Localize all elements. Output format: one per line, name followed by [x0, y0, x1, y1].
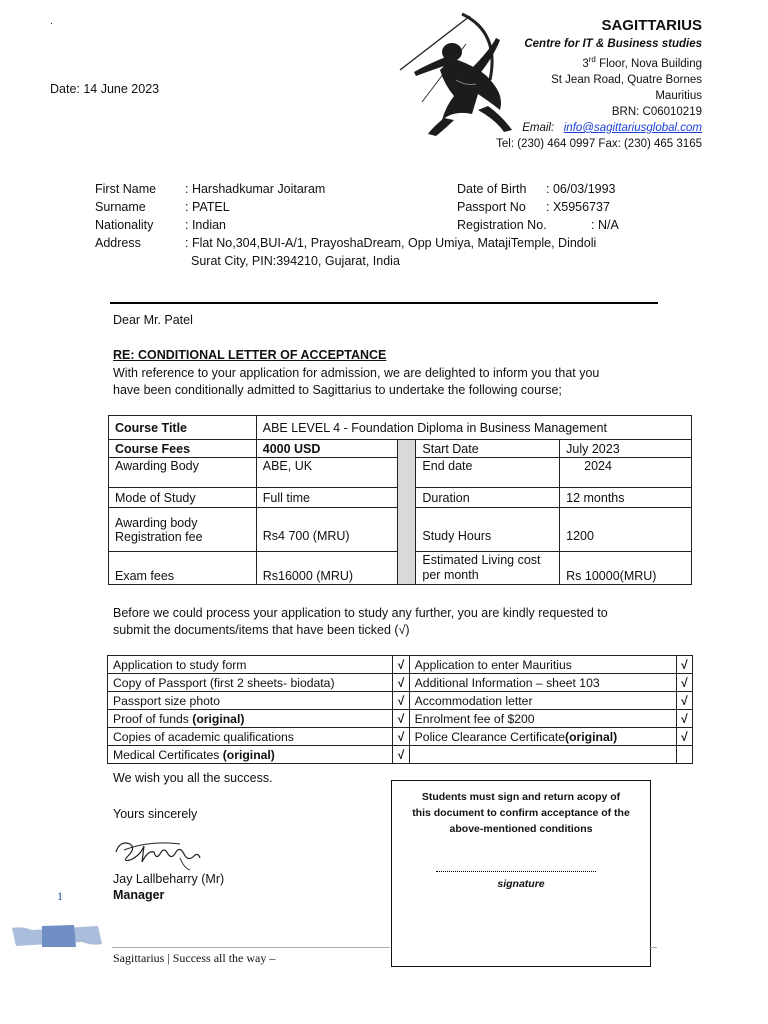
exam-fees-value: Rs16000 (MRU)	[256, 552, 398, 585]
document-item-empty	[409, 746, 676, 764]
start-date-label: Start Date	[416, 440, 560, 458]
footer-text: Sagittarius | Success all the way –	[113, 951, 276, 965]
organization-header	[496, 16, 702, 152]
dob-value: : 06/03/1993	[546, 182, 616, 196]
documents-request-text: Before we could process your application to study any further, you are kindly requested to submit the documents/items that have been ticked (√)	[113, 606, 608, 637]
document-item: Passport size photo	[108, 692, 393, 710]
tick-cell-empty	[676, 746, 692, 764]
email-label: Email:	[522, 121, 555, 134]
tick-icon: √	[676, 710, 692, 728]
footer-divider	[112, 947, 390, 948]
document-item: Proof of funds (original)	[108, 710, 393, 728]
surname-label: Surname	[95, 200, 146, 214]
registration-fee-label: Awarding body Registration fee	[109, 508, 257, 552]
section-divider	[110, 302, 658, 304]
page-number: 1	[57, 889, 63, 903]
greeting: Dear Mr. Patel	[113, 313, 193, 327]
organization-country: Mauritius	[655, 89, 702, 102]
dob-label: Date of Birth	[457, 182, 527, 196]
organization-tagline: Centre for IT & Business studies	[524, 38, 702, 50]
address-line-2: Surat City, PIN:394210, Gujarat, India	[191, 254, 400, 268]
document-item: Application to study form	[108, 656, 393, 674]
documents-table	[107, 655, 693, 764]
course-title-label: Course Title	[109, 416, 257, 440]
mode-of-study-value: Full time	[256, 488, 398, 508]
signature-label: signature	[497, 878, 545, 890]
signatory-role: Manager	[113, 888, 165, 902]
registration-fee-value: Rs4 700 (MRU)	[256, 508, 398, 552]
surname-value: : PATEL	[185, 200, 230, 214]
letter-intro: With reference to your application for admission, we are delighted to inform you that you have been conditionally admitted to Sagittarius to undertake the following course;	[113, 366, 600, 397]
address-line-1: : Flat No,304,BUI-A/1, PrayoshaDream, Opp Umiya, MatajiTemple, Dindoli	[185, 236, 597, 250]
tick-icon: √	[393, 656, 409, 674]
exam-fees-label: Exam fees	[109, 552, 257, 585]
organization-name: SAGITTARIUS	[601, 17, 702, 34]
organization-street: St Jean Road, Quatre Bornes	[551, 73, 702, 86]
document-item: Copies of academic qualifications	[108, 728, 393, 746]
table-row	[108, 674, 693, 692]
nationality-value: : Indian	[185, 218, 227, 232]
footer-ribbon-icon	[12, 924, 102, 948]
living-cost-value: Rs 10000(MRU)	[560, 552, 692, 585]
document-item: Copy of Passport (first 2 sheets- biodata)	[108, 674, 393, 692]
first-name-label: First Name	[95, 182, 157, 196]
study-hours-value: 1200	[560, 508, 692, 552]
document-item: Medical Certificates (original)	[108, 746, 393, 764]
document-item: Enrolment fee of $200	[409, 710, 676, 728]
start-date-value: July 2023	[560, 440, 692, 458]
document-item: Police Clearance Certificate(original)	[409, 728, 676, 746]
table-row	[108, 710, 693, 728]
letter-subject: RE: CONDITIONAL LETTER OF ACCEPTANCE	[113, 348, 387, 362]
tick-icon: √	[393, 692, 409, 710]
tick-icon: √	[393, 728, 409, 746]
table-row	[109, 416, 692, 440]
tick-icon: √	[393, 710, 409, 728]
end-date-label: End date	[416, 458, 560, 488]
signature-image	[110, 832, 205, 872]
duration-label: Duration	[416, 488, 560, 508]
organization-brn: BRN: C06010219	[611, 105, 702, 118]
awarding-body-value: ABE, UK	[256, 458, 398, 488]
tick-icon: √	[676, 656, 692, 674]
address-label: Address	[95, 236, 141, 250]
registration-value: : N/A	[591, 218, 619, 232]
closing-wish: We wish you all the success.	[113, 771, 273, 785]
email-link[interactable]: info@sagittariusglobal.com	[563, 121, 702, 134]
document-item: Additional Information – sheet 103	[409, 674, 676, 692]
tick-icon: √	[676, 692, 692, 710]
awarding-body-label: Awarding Body	[109, 458, 257, 488]
table-row	[108, 746, 693, 764]
signature-line[interactable]	[436, 871, 596, 872]
closing-yours: Yours sincerely	[113, 807, 198, 821]
tick-icon: √	[393, 746, 409, 764]
study-hours-label: Study Hours	[416, 508, 560, 552]
organization-email-row	[496, 120, 702, 136]
passport-value: : X5956737	[546, 200, 610, 214]
signature-box	[391, 780, 651, 967]
tick-icon: √	[676, 728, 692, 746]
living-cost-label: Estimated Living cost per month	[416, 552, 560, 585]
first-name-value: : Harshadkumar Joitaram	[185, 182, 326, 196]
course-fees-value: 4000 USD	[256, 440, 398, 458]
column-gap	[398, 440, 416, 585]
duration-value: 12 months	[560, 488, 692, 508]
course-table	[108, 415, 692, 585]
table-row	[108, 728, 693, 746]
signatory	[113, 871, 224, 903]
tick-icon: √	[676, 674, 692, 692]
end-date-value: 2024	[560, 458, 692, 488]
passport-label: Passport No	[457, 200, 526, 214]
registration-label: Registration No.	[457, 218, 547, 232]
table-row	[109, 440, 692, 458]
table-row	[108, 656, 693, 674]
tick-icon: √	[393, 674, 409, 692]
nationality-label: Nationality	[95, 218, 154, 232]
document-item: Application to enter Mauritius	[409, 656, 676, 674]
organization-phone: Tel: (230) 464 0997 Fax: (230) 465 3165	[496, 137, 702, 150]
course-fees-label: Course Fees	[109, 440, 257, 458]
footer-divider	[649, 947, 657, 948]
organization-floor: 3rd Floor, Nova Building	[582, 55, 702, 70]
document-item: Accommodation letter	[409, 692, 676, 710]
course-title-value: ABE LEVEL 4 - Foundation Diploma in Business Management	[256, 416, 691, 440]
letter-date: Date: 14 June 2023	[50, 82, 160, 96]
corner-mark: .	[50, 16, 53, 27]
signatory-name: Jay Lallbeharry (Mr)	[113, 872, 225, 886]
table-row	[108, 692, 693, 710]
mode-of-study-label: Mode of Study	[109, 488, 257, 508]
signature-instructions: Students must sign and return acopy of this document to confirm acceptance of the above-mentioned conditions	[412, 791, 630, 835]
